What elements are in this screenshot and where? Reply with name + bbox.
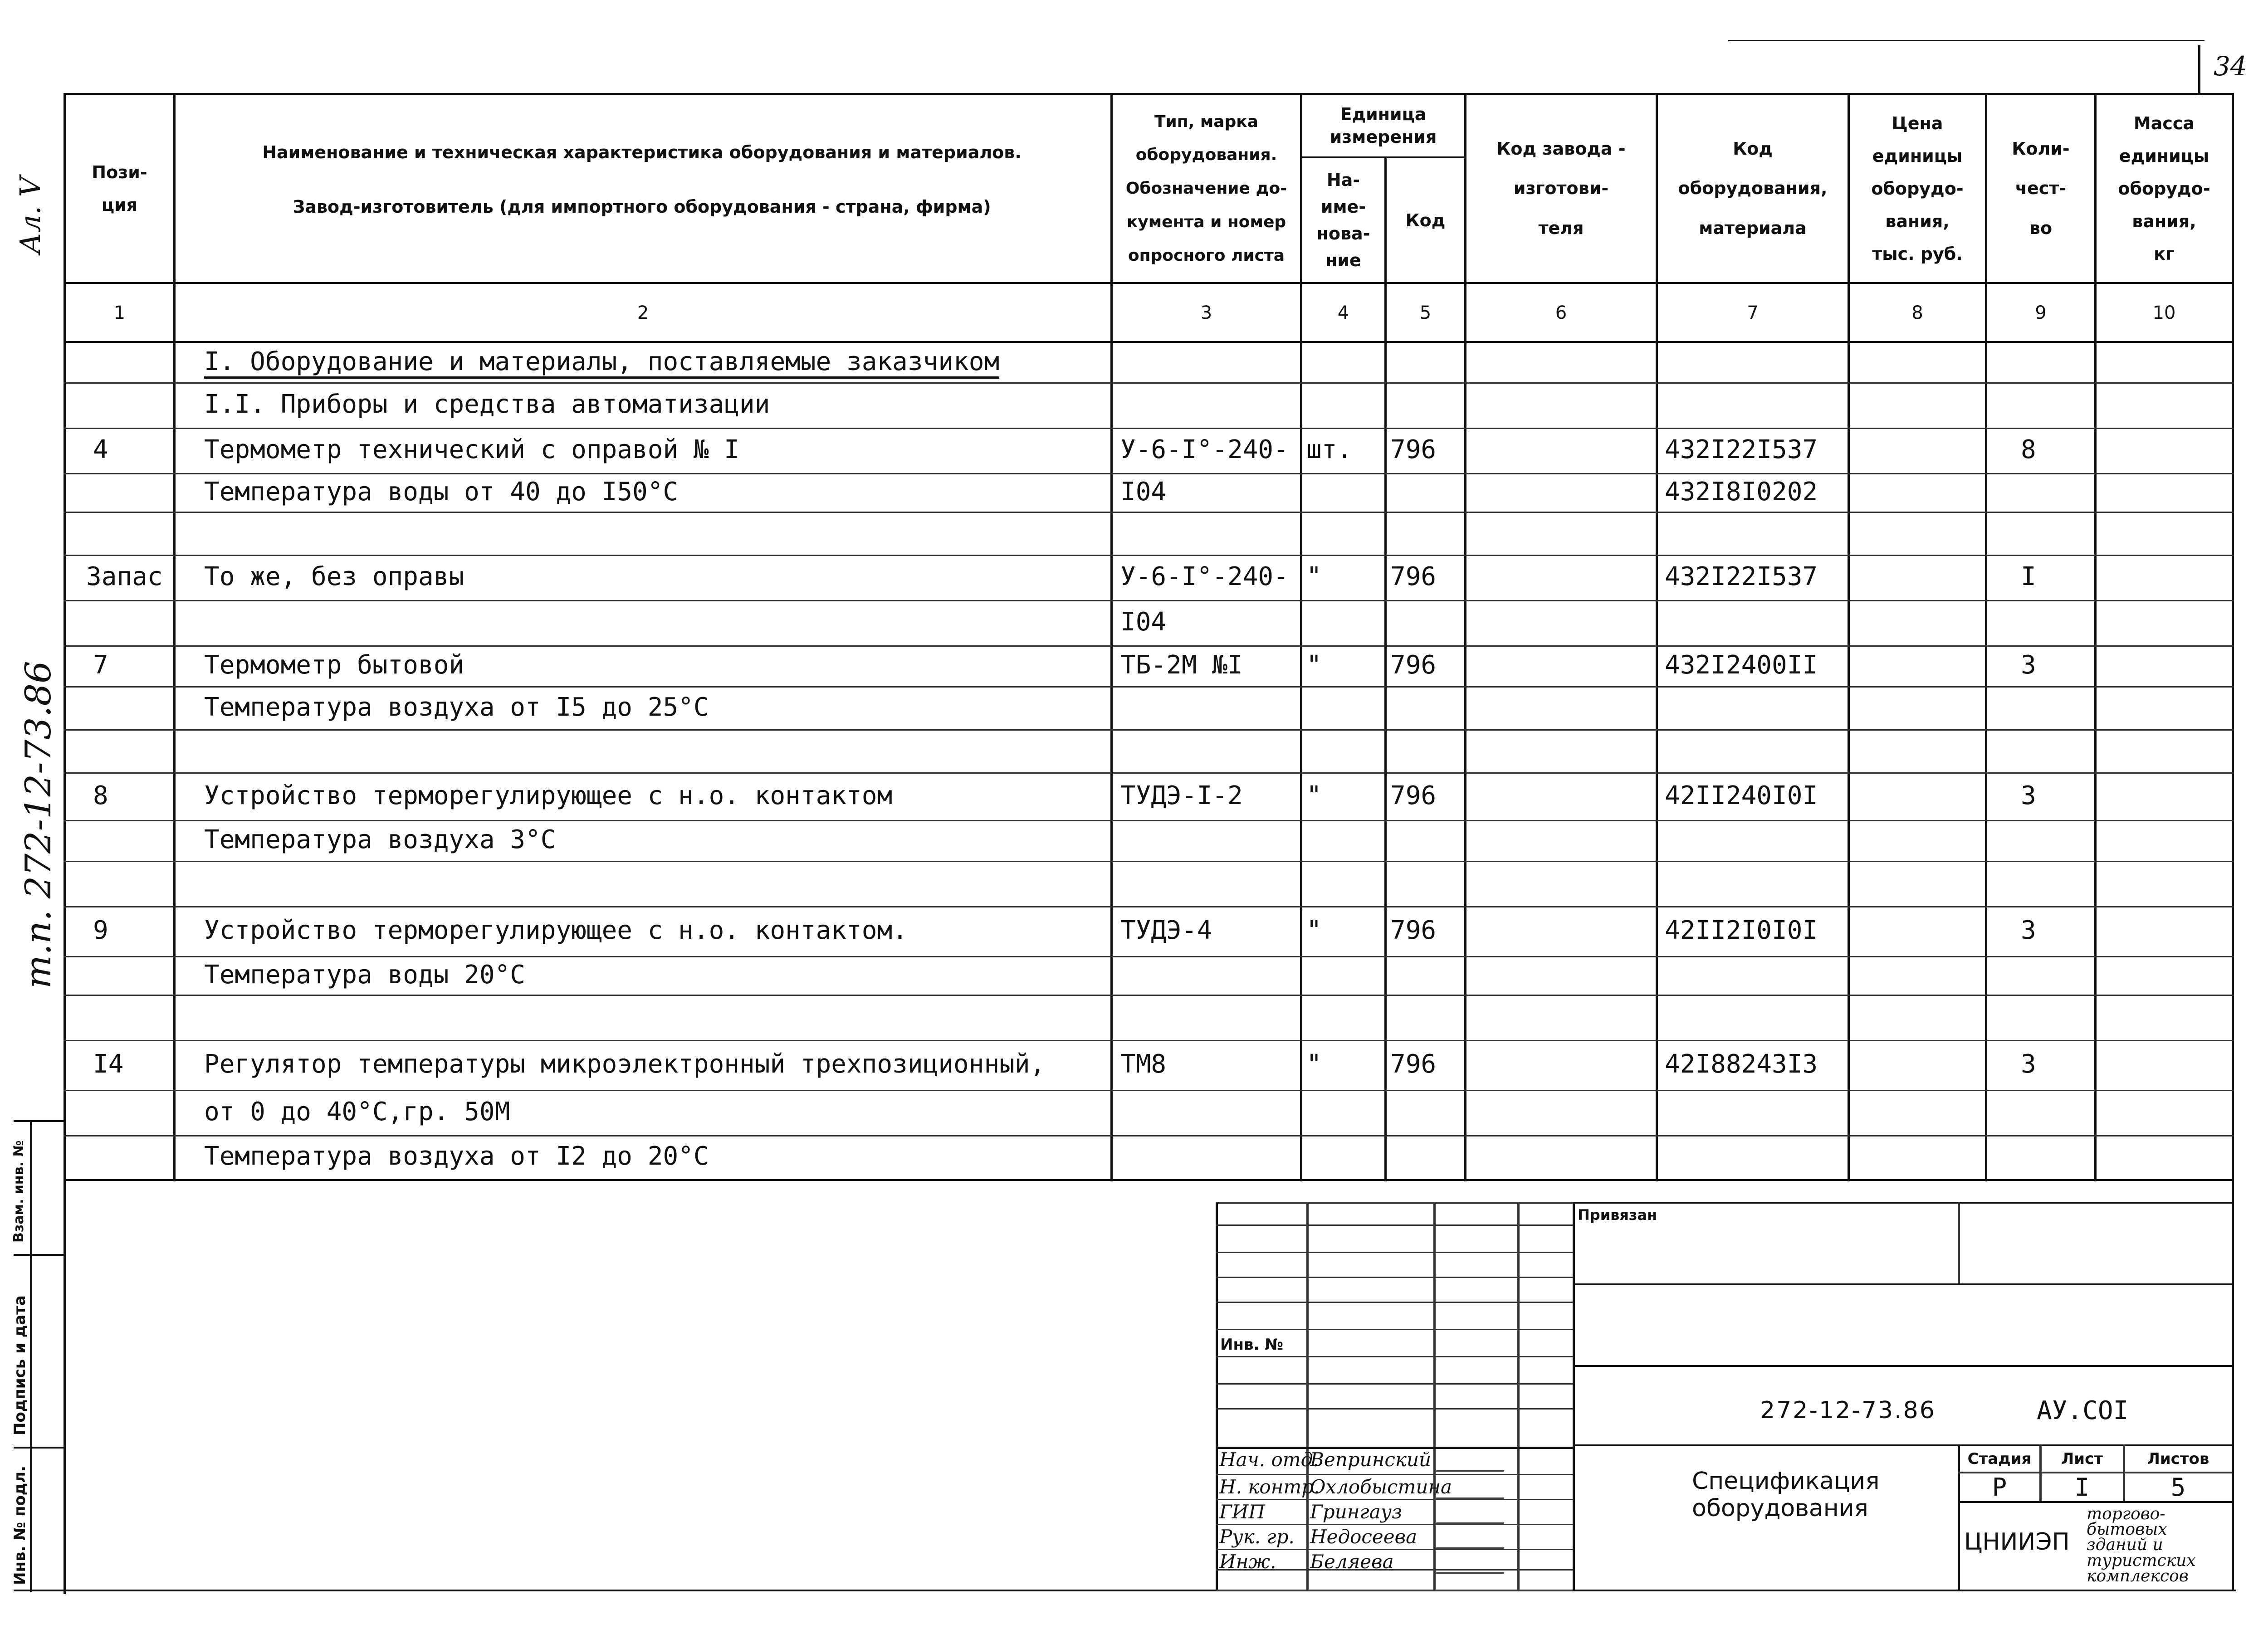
- tb-row-line: [1216, 1474, 1573, 1475]
- row-equipment-code: 432I2400II: [1665, 650, 1818, 680]
- header-unit-group: Единица измерения: [1330, 104, 1437, 147]
- row-divider: [64, 1135, 2234, 1136]
- row-type: У-6-I°-240-: [1120, 562, 1289, 591]
- privyazan-label: Привязан: [1578, 1206, 1657, 1224]
- column-number: 1: [113, 302, 126, 323]
- row-type: ТБ-2М №I: [1120, 650, 1243, 680]
- col-line-10: [2232, 93, 2234, 1181]
- sheet-number: 34: [2214, 51, 2247, 82]
- header-name-line1: Наименование и техническая характеристика оборудования и материалов.: [262, 142, 1022, 162]
- row-quantity: I: [2021, 562, 2036, 591]
- header-plant-code: Код завода - изготови- теля: [1496, 138, 1626, 238]
- sheets-value: 5: [2170, 1473, 2186, 1502]
- side-stamp-top: [14, 1120, 64, 1122]
- column-number: 6: [1555, 302, 1567, 323]
- header-unit-name: На- име- нова- ние: [1316, 170, 1370, 270]
- table-bottom-border: [64, 1179, 2234, 1181]
- side-stamp-div2: [14, 1447, 64, 1449]
- tb-row-line: [1216, 1499, 1573, 1500]
- row-divider: [64, 995, 2234, 996]
- tb-col-c: [1517, 1202, 1520, 1590]
- privyazan-divider: [1958, 1202, 1960, 1283]
- row-quantity: 3: [2021, 650, 2036, 680]
- column-number: 3: [1200, 302, 1212, 323]
- row-type: ТУДЭ-4: [1120, 916, 1212, 945]
- stage-label: Стадия: [1967, 1449, 2032, 1468]
- row-divider: [64, 1040, 2234, 1041]
- title-line-2: оборудования: [1692, 1495, 1868, 1522]
- column-number: 4: [1337, 302, 1349, 323]
- album-label: Ал. V: [14, 176, 47, 254]
- stage-value: Р: [1992, 1473, 2007, 1502]
- row-unit-code: 796: [1390, 916, 1437, 945]
- row-type: У-6-I°-240-: [1120, 435, 1289, 464]
- tb-right: [2232, 1179, 2234, 1590]
- unit-group-divider: [1300, 156, 1464, 158]
- row-equipment-code: 42II240I0I: [1665, 780, 1818, 810]
- tb-col-b: [1433, 1202, 1436, 1590]
- staff-signature: [1436, 1500, 1512, 1524]
- row-equipment-code: 432I22I537: [1665, 435, 1818, 464]
- tb-row-line: [1216, 1383, 1573, 1385]
- header-name-line2: Завод-изготовитель (для импортного оборудования - страна, фирма): [293, 197, 991, 217]
- row-unit-code: 796: [1390, 780, 1437, 810]
- row-name: I. Оборудование и материалы, поставляемые заказчиком: [204, 347, 999, 379]
- row-unit: ": [1306, 562, 1322, 591]
- tb-left: [1216, 1202, 1218, 1590]
- sheet-value: I: [2074, 1473, 2090, 1502]
- row-name: Температура воды от 40 до I50°С: [204, 477, 679, 507]
- header-quantity: Коли- чест- во: [2012, 138, 2070, 238]
- header-type: Тип, марка оборудования. Обозначение до- кумента и номер опросного листа: [1125, 112, 1287, 265]
- staff-signature: [1436, 1448, 1512, 1472]
- row-name: Температура воды 20°С: [204, 960, 526, 990]
- staff-role: Нач. отд.: [1219, 1449, 1319, 1471]
- column-number: 2: [637, 302, 649, 323]
- tb-row-line: [1216, 1408, 1573, 1410]
- stage-bottom: [1958, 1501, 2232, 1503]
- staff-role: Инж.: [1219, 1551, 1276, 1573]
- row-position: 8: [93, 780, 108, 810]
- code-row-top: [1573, 1365, 2233, 1367]
- row-divider: [64, 772, 2234, 774]
- row-unit: ": [1306, 650, 1322, 680]
- staff-name: Охлобыстина: [1310, 1476, 1452, 1498]
- row-position: 9: [93, 916, 108, 945]
- row-name: Термометр бытовой: [204, 650, 464, 680]
- header-bottom-border: [64, 282, 2234, 284]
- row-divider: [64, 600, 2234, 601]
- row-divider: [64, 645, 2234, 647]
- staff-name: Беляева: [1310, 1551, 1394, 1573]
- row-unit-code: 796: [1390, 435, 1437, 464]
- row-equipment-code: 42I88243I3: [1665, 1049, 1818, 1079]
- sheets-label: Листов: [2147, 1449, 2209, 1468]
- row-name: I.I. Приборы и средства автоматизации: [204, 390, 770, 419]
- row-position: 7: [93, 650, 108, 680]
- side-stamp-replacement: Взам. инв. №: [11, 1140, 27, 1243]
- sheet-label: Лист: [2061, 1449, 2103, 1468]
- side-stamp-div1: [14, 1254, 64, 1256]
- org-note: торгово-бытовых зданий и туристских комплексов: [2087, 1505, 2196, 1585]
- row-name: Температура воздуха от I2 до 20°С: [204, 1141, 709, 1171]
- tb-row-line: [1216, 1524, 1573, 1525]
- row-type: I04: [1120, 477, 1167, 507]
- staff-name: Вепринский: [1310, 1449, 1432, 1471]
- side-stamp-original-inv: Инв. № подл.: [11, 1465, 29, 1585]
- column-number: 9: [2035, 302, 2047, 323]
- row-unit-code: 796: [1390, 1049, 1437, 1079]
- tb-row-line: [1216, 1202, 1573, 1203]
- row-name: от 0 до 40°С,гр. 50М: [204, 1097, 510, 1127]
- tb-row-line: [1216, 1590, 1573, 1591]
- staff-signature: [1436, 1475, 1512, 1499]
- row-divider: [64, 473, 2234, 474]
- row-divider: [64, 512, 2234, 513]
- header-mass: Масса единицы оборудо- вания, кг: [2118, 113, 2210, 264]
- row-divider: [64, 906, 2234, 907]
- row-name: Устройство терморегулирующее с н.о. контактом.: [204, 916, 908, 945]
- tb-row-line: [1216, 1302, 1573, 1303]
- header-price: Цена единицы оборудо- вания, тыс. руб.: [1871, 113, 1964, 264]
- colnum-bottom-border: [64, 341, 2234, 343]
- row-type: I04: [1120, 607, 1167, 637]
- staff-role: Рук. гр.: [1219, 1526, 1295, 1548]
- row-name: Регулятор температуры микроэлектронный трехпозиционный,: [204, 1049, 1046, 1079]
- staff-name: Грингауз: [1310, 1501, 1402, 1523]
- col-line-1: [173, 93, 176, 1181]
- row-quantity: 3: [2021, 1049, 2036, 1079]
- row-unit: ": [1306, 1049, 1322, 1079]
- title-line-1: Спецификация: [1692, 1468, 1880, 1495]
- row-unit: ": [1306, 916, 1322, 945]
- inv-no-label: Инв. №: [1220, 1336, 1284, 1354]
- staff-signature: [1436, 1550, 1512, 1574]
- row-equipment-code: 42II2I0I0I: [1665, 916, 1818, 945]
- tb-row-line: [1216, 1277, 1573, 1278]
- row-quantity: 8: [2021, 435, 2036, 464]
- staff-role: Н. контр.: [1219, 1476, 1320, 1498]
- row-unit-code: 796: [1390, 650, 1437, 680]
- column-number: 5: [1419, 302, 1432, 323]
- row-equipment-code: 432I22I537: [1665, 562, 1818, 591]
- tb-col-a: [1306, 1202, 1309, 1590]
- staff-role: ГИП: [1219, 1501, 1266, 1523]
- row-name: Устройство терморегулирующее с н.о. контактом: [204, 780, 893, 810]
- row-name: Термометр технический с оправой № I: [204, 435, 740, 464]
- header-position: Пози- ция: [92, 162, 147, 215]
- row-unit: ": [1306, 780, 1322, 810]
- row-divider: [64, 555, 2234, 556]
- column-number: 7: [1747, 302, 1759, 323]
- tb-row-line: [1216, 1356, 1573, 1357]
- row-unit: шт.: [1306, 435, 1353, 464]
- row-divider: [64, 1090, 2234, 1091]
- project-number-vertical: т.п. 272-12-73.86: [18, 661, 59, 989]
- column-number: 10: [2152, 302, 2176, 323]
- tb-row-line: [1216, 1549, 1573, 1550]
- side-stamp-signature-date: Подпись и дата: [11, 1295, 29, 1435]
- row-name: То же, без оправы: [204, 562, 464, 591]
- row-name: Температура воздуха от I5 до 25°С: [204, 692, 709, 722]
- row-divider: [64, 820, 2234, 821]
- top-rule: [1728, 40, 2204, 41]
- privyazan-bottom: [1573, 1283, 2233, 1285]
- row-divider: [64, 861, 2234, 862]
- staff-name: Недосеева: [1310, 1526, 1418, 1548]
- row-type: ТМ8: [1120, 1049, 1167, 1079]
- column-number: 8: [1911, 302, 1923, 323]
- tb-row-line: [1216, 1252, 1573, 1253]
- row-divider: [64, 956, 2234, 957]
- row-divider: [64, 428, 2234, 429]
- row-divider: [64, 686, 2234, 688]
- org-name: ЦНИИЭП: [1964, 1528, 2070, 1556]
- side-stamp-left: [30, 1120, 32, 1592]
- doc-code: 272-12-73.86: [1760, 1397, 1936, 1424]
- row-quantity: 3: [2021, 780, 2036, 810]
- row-divider: [64, 729, 2234, 731]
- doc-mark: АУ.СОI: [2037, 1396, 2129, 1425]
- header-equipment-code: Код оборудования, материала: [1678, 138, 1828, 238]
- header-unit-code: Код: [1405, 210, 1446, 230]
- row-position: Запас: [86, 562, 163, 591]
- row-position: 4: [93, 435, 108, 464]
- row-equipment-code: 432I8I0202: [1665, 477, 1818, 507]
- tb-mid: [1573, 1202, 1575, 1590]
- tb-row-line: [1216, 1329, 1573, 1330]
- row-name: Температура воздуха 3°С: [204, 825, 556, 854]
- row-type: ТУДЭ-I-2: [1120, 780, 1243, 810]
- row-position: I4: [93, 1049, 124, 1079]
- row-divider: [64, 382, 2234, 384]
- row-quantity: 3: [2021, 916, 2036, 945]
- tb-row-line: [1216, 1224, 1573, 1226]
- sheet-number-box-left: [2198, 45, 2200, 95]
- table-top-border: [64, 93, 2234, 95]
- row-unit-code: 796: [1390, 562, 1437, 591]
- sheet-bottom-border: [14, 1590, 2236, 1591]
- staff-signature: [1436, 1525, 1512, 1549]
